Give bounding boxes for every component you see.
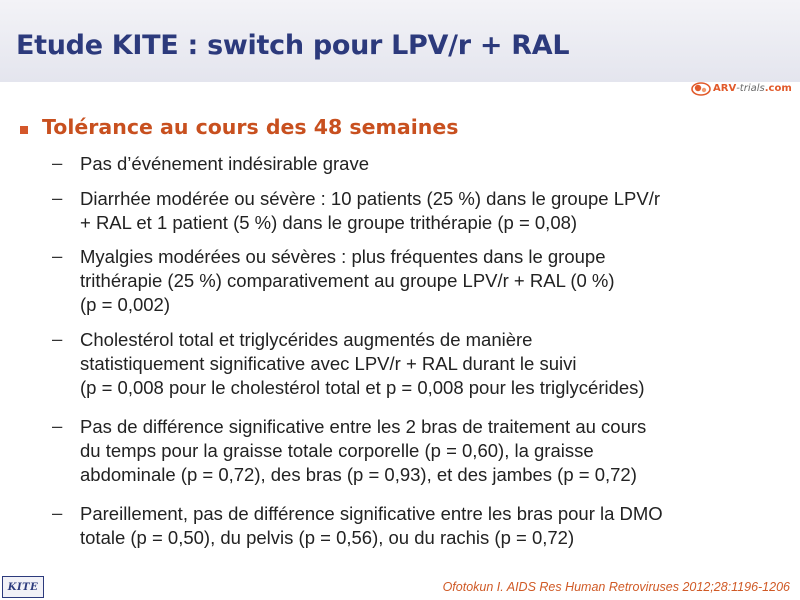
list-item-line: abdominale (p = 0,72), des bras (p = 0,93), et des jambes (p = 0,72): [80, 464, 637, 485]
list-item-line: Pareillement, pas de différence significative entre les bras pour la DMO: [80, 503, 663, 524]
list-item-line: Diarrhée modérée ou sévère : 10 patients (25 %) dans le groupe LPV/r: [80, 188, 660, 209]
dash-bullet-icon: –: [52, 152, 63, 173]
dash-bullet-icon: –: [52, 245, 63, 266]
slide-title: Etude KITE : switch pour LPV/r + RAL: [16, 30, 570, 61]
list-item-line: totale (p = 0,50), du pelvis (p = 0,56), ou du rachis (p = 0,72): [80, 527, 575, 548]
list-item-line: Myalgies modérées ou sévères : plus fréquentes dans le groupe: [80, 246, 606, 267]
logo-text-com: .com: [764, 82, 792, 94]
kite-badge-label: KITE: [7, 581, 39, 593]
list-item-line: trithérapie (25 %) comparativement au groupe LPV/r + RAL (0 %): [80, 270, 615, 291]
list-item-line: + RAL et 1 patient (5 %) dans le groupe trithérapie (p = 0,08): [80, 212, 578, 233]
list-item-text: [80, 187, 660, 235]
dash-bullet-icon: –: [52, 328, 63, 349]
kite-badge: [2, 576, 44, 598]
square-bullet-icon: [20, 126, 28, 134]
list-item-text: [80, 415, 646, 487]
dash-bullet-icon: –: [52, 502, 63, 523]
list-item-text: [80, 245, 615, 317]
citation: Ofotokun I. AIDS Res Human Retroviruses 2012;28:1196-1206: [442, 580, 790, 594]
list-item-text: [80, 502, 663, 550]
list-item-text: [80, 152, 369, 176]
list-item-line: Cholestérol total et triglycérides augmentés de manière: [80, 329, 533, 350]
section-heading: Tolérance au cours des 48 semaines: [42, 115, 459, 139]
list-item-line: du temps pour la graisse totale corporelle (p = 0,60), la graisse: [80, 440, 594, 461]
logo-text-arv: ARV: [713, 82, 737, 94]
list-item-line: Pas de différence significative entre les 2 bras de traitement au cours: [80, 416, 647, 437]
list-item-text: [80, 328, 645, 400]
list-item-line: statistiquement significative avec LPV/r + RAL durant le suivi: [80, 353, 577, 374]
dash-bullet-icon: –: [52, 187, 63, 208]
logo-text-trials: -trials: [736, 82, 765, 94]
dash-bullet-icon: –: [52, 415, 63, 436]
list-item-line: (p = 0,002): [80, 294, 170, 315]
list-item-line: (p = 0,008 pour le cholestérol total et p = 0,008 pour les triglycérides): [80, 377, 645, 398]
list-item-line: Pas d’événement indésirable grave: [80, 153, 369, 174]
